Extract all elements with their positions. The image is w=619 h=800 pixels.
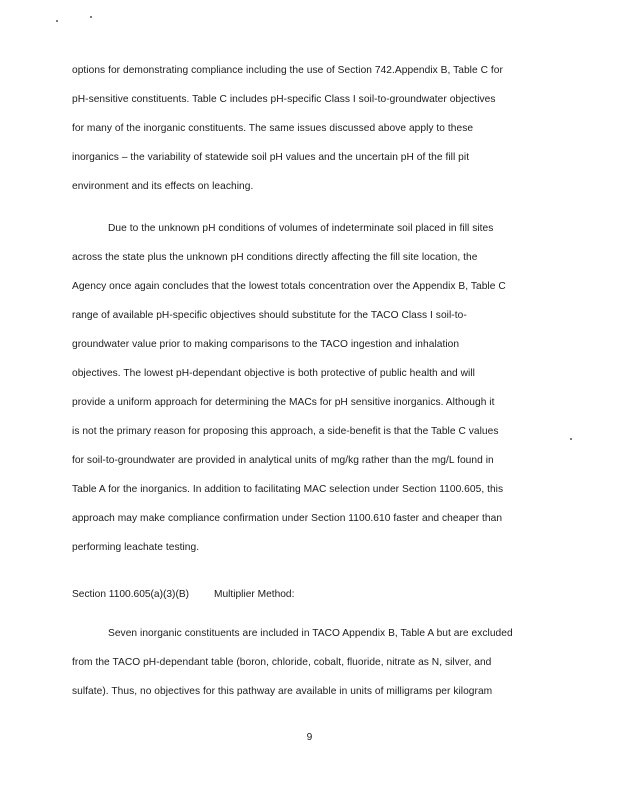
paragraph3-line: from the TACO pH-dependant table (boron, chloride, cobalt, fluoride, nitrate as N, silver, and [72, 657, 492, 668]
paragraph2-line: is not the primary reason for proposing this approach, a side-benefit is that the Table C values [72, 426, 499, 437]
paragraph2-line: groundwater value prior to making comparisons to the TACO ingestion and inhalation [72, 339, 460, 350]
paragraph2-line: provide a uniform approach for determining the MACs for pH sensitive inorganics. Although it [72, 397, 495, 408]
section-heading-number: Section 1100.605(a)(3)(B) [72, 589, 190, 600]
page-number: 9 [306, 732, 313, 743]
paragraph2-line: range of available pH-specific objectives should substitute for the TACO Class I soil-to- [72, 310, 467, 321]
paragraph2-line: objectives. The lowest pH-dependant objective is both protective of public health and will [72, 368, 475, 379]
paragraph2-line: performing leachate testing. [72, 542, 200, 553]
paragraph2-line: across the state plus the unknown pH conditions directly affecting the fill site location, the [72, 252, 478, 263]
paragraph2-line: Agency once again concludes that the lowest totals concentration over the Appendix B, Table C [72, 281, 506, 292]
scan-artifact-dot [570, 438, 572, 440]
paragraph1-line: for many of the inorganic constituents. The same issues discussed above apply to these [72, 123, 474, 134]
paragraph1-line: environment and its effects on leaching. [72, 181, 254, 192]
paragraph2-line: Due to the unknown pH conditions of volumes of indeterminate soil placed in fill sites [108, 223, 494, 234]
paragraph2-line: approach may make compliance confirmation under Section 1100.610 faster and cheaper than [72, 513, 503, 524]
paragraph1-line: pH-sensitive constituents. Table C includes pH-specific Class I soil-to-groundwater objectives [72, 94, 496, 105]
scan-artifact-dot [90, 16, 92, 18]
paragraph1-line: inorganics – the variability of statewide soil pH values and the uncertain pH of the fill pit [72, 152, 470, 163]
paragraph3-line: sulfate). Thus, no objectives for this pathway are available in units of milligrams per kilogram [72, 686, 493, 697]
paragraph2-line: Table A for the inorganics. In addition to facilitating MAC selection under Section 1100.605, this [72, 484, 504, 495]
paragraph1-line: options for demonstrating compliance including the use of Section 742.Appendix B, Table C for [72, 65, 503, 76]
scan-artifact-dot [56, 20, 58, 22]
paragraph3-line: Seven inorganic constituents are included in TACO Appendix B, Table A but are excluded [108, 628, 513, 639]
section-heading-title: Multiplier Method: [214, 589, 295, 600]
paragraph2-line: for soil-to-groundwater are provided in analytical units of mg/kg rather than the mg/L found in [72, 455, 494, 466]
